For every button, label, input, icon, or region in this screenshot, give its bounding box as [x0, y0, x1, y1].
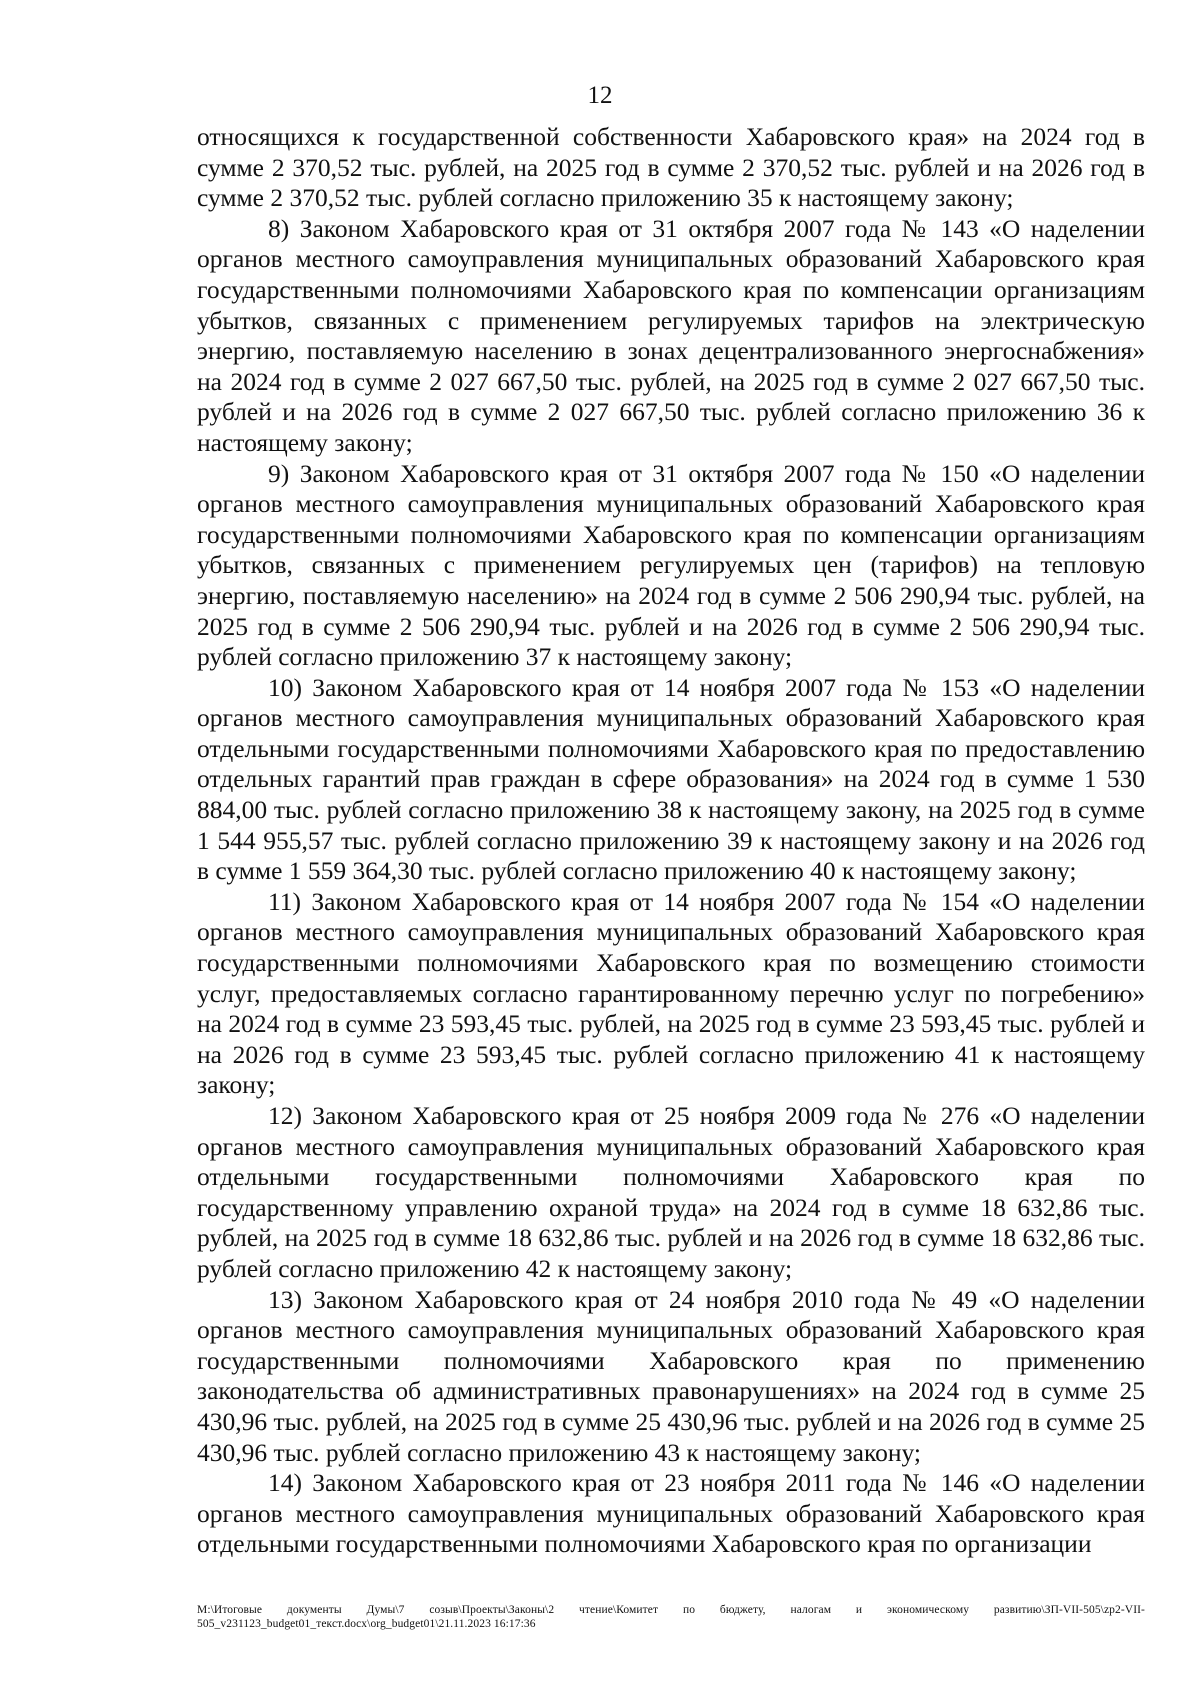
paragraph-item-11: 11) Законом Хабаровского края от 14 ноября 2007 года № 154 «О наделении органов местного самоуправления муниципальных образований Хабаровского края государственными полномочиями Хабаровского края по возмещению стоимости услуг, предоставляемых согласно гарантированному перечню услуг по погребению» на 2024 год в сумме 23 593,45 тыс. рублей, на 2025 год в сумме 23 593,45 тыс. рублей и на 2026 год в сумме 23 593,45 тыс. рублей согласно приложению 41 к настоящему закону; [197, 886, 1145, 1100]
paragraph-item-12: 12) Законом Хабаровского края от 25 ноября 2009 года № 276 «О наделении органов местного самоуправления муниципальных образований Хабаровского края отдельными государственными полномочиями Хабаровского края по государственному управлению охраной труда» на 2024 год в сумме 18 632,86 тыс. рублей, на 2025 год в сумме 18 632,86 тыс. рублей и на 2026 год в сумме 18 632,86 тыс. рублей согласно приложению 42 к настоящему закону; [197, 1101, 1145, 1283]
paragraph-item-8: 8) Законом Хабаровского края от 31 октября 2007 года № 143 «О наделении органов местного самоуправления муниципальных образований Хабаровского края государственными полномочиями Хабаровского края по компенсации организациям убытков, связанных с применением регулируемых тарифов на электрическую энергию, поставляемую населению в зонах децентрализованного энергоснабжения» на 2024 год в сумме 2 027 667,50 тыс. рублей, на 2025 год в сумме 2 027 667,50 тыс. рублей и на 2026 год в сумме 2 027 667,50 тыс. рублей согласно приложению 36 к настоящему закону; [197, 213, 1145, 457]
paragraph-item-9: 9) Законом Хабаровского края от 31 октября 2007 года № 150 «О наделении органов местного самоуправления муниципальных образований Хабаровского края государственными полномочиями Хабаровского края по компенсации организациям убытков, связанных с применением регулируемых цен (тарифов) на тепловую энергию, поставляемую населению» на 2024 год в сумме 2 506 290,94 тыс. рублей, на 2025 год в сумме 2 506 290,94 тыс. рублей и на 2026 год в сумме 2 506 290,94 тыс. рублей согласно приложению 37 к настоящему закону; [197, 458, 1145, 672]
document-body [197, 122, 1145, 1560]
paragraph-item-10: 10) Законом Хабаровского края от 14 ноября 2007 года № 153 «О наделении органов местного самоуправления муниципальных образований Хабаровского края отдельными государственными полномочиями Хабаровского края по предоставлению отдельных гарантий прав граждан в сфере образования» на 2024 год в сумме 1 530 884,00 тыс. рублей согласно приложению 38 к настоящему закону, на 2025 год в сумме 1 544 955,57 тыс. рублей согласно приложению 39 к настоящему закону и на 2026 год в сумме 1 559 364,30 тыс. рублей согласно приложению 40 к настоящему закону; [197, 672, 1145, 886]
page-number: 12 [587, 82, 613, 109]
paragraph-item-14: 14) Законом Хабаровского края от 23 ноября 2011 года № 146 «О наделении органов местного самоуправления муниципальных образований Хабаровского края отдельными государственными полномочиями Хабаровского края по организации [197, 1468, 1145, 1559]
paragraph-item-13: 13) Законом Хабаровского края от 24 ноября 2010 года № 49 «О наделении органов местного самоуправления муниципальных образований Хабаровского края государственными полномочиями Хабаровского края по применению законодательства об административных правонарушениях» на 2024 год в сумме 25 430,96 тыс. рублей, на 2025 год в сумме 25 430,96 тыс. рублей и на 2026 год в сумме 25 430,96 тыс. рублей согласно приложению 43 к настоящему закону; [197, 1284, 1145, 1467]
footer-file-path: M:\Итоговые документы Думы\7 созыв\Проекты\Законы\2 чтение\Комитет по бюджету, налогам и экономическому развитию\ЗП-VII-505\zp2-VII-505_v231123_budget01_текст.docx\org_budget01\21.11.2023 16:17:36 [197, 1604, 1145, 1630]
paragraph-continuation: относящихся к государственной собственности Хабаровского края» на 2024 год в сумме 2 370,52 тыс. рублей, на 2025 год в сумме 2 370,52 тыс. рублей и на 2026 год в сумме 2 370,52 тыс. рублей согласно приложению 35 к настоящему закону; [197, 122, 1145, 213]
